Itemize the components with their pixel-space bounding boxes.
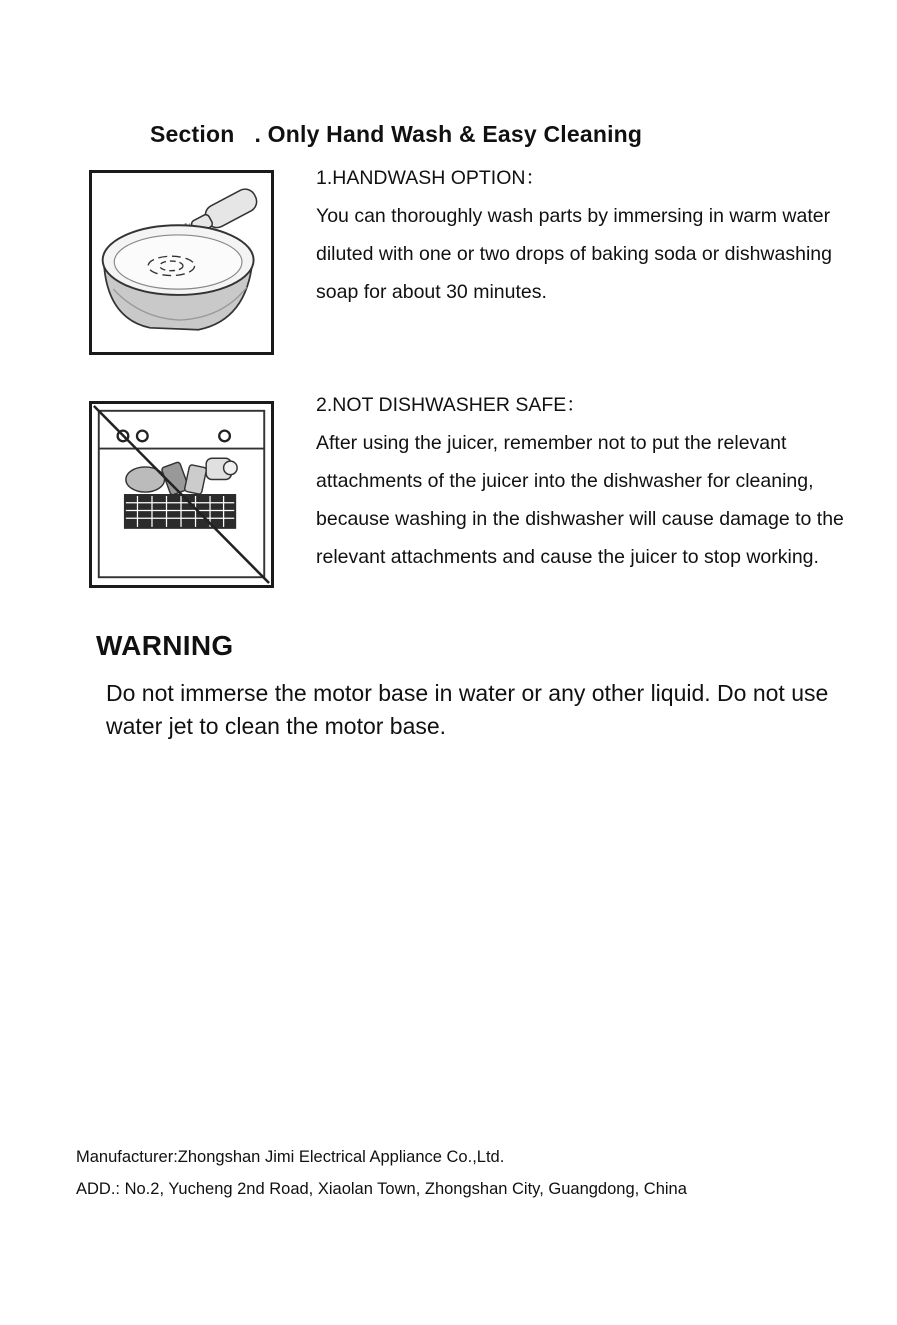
footer-manufacturer: Manufacturer:Zhongshan Jimi Electrical Appliance Co.,Ltd. [76, 1148, 505, 1166]
section-title [150, 121, 642, 148]
warning-title: WARNING [96, 630, 234, 661]
footer-address: ADD.: No.2, Yucheng 2nd Road, Xiaolan Town, Zhongshan City, Guangdong, China [76, 1180, 687, 1198]
warning-text: Do not immerse the motor base in water or any other liquid. Do not use water jet to clean the motor base. [106, 680, 829, 739]
dishwasher-block [316, 386, 876, 576]
handwash-block [316, 159, 876, 311]
section-title-prefix: Section [150, 121, 235, 147]
section-title-suffix: . Only Hand Wash & Easy Cleaning [254, 121, 643, 147]
no-dishwasher-icon [89, 401, 274, 588]
bowl-washing-icon [89, 170, 274, 355]
dishwasher-text: After using the juicer, remember not to put the relevant attachments of the juicer into the dishwasher for cleaning, because washing in the dishwasher will cause damage to the relevant attachments and cause the juicer to stop working. [316, 432, 844, 568]
handwash-text: You can thoroughly wash parts by immersing in warm water diluted with one or two drops of baking soda or dishwashing soap for about 30 minutes. [316, 205, 832, 303]
handwash-heading: 1.HANDWASH OPTION： [316, 167, 545, 189]
dishwasher-heading: 2.NOT DISHWASHER SAFE： [316, 394, 586, 416]
